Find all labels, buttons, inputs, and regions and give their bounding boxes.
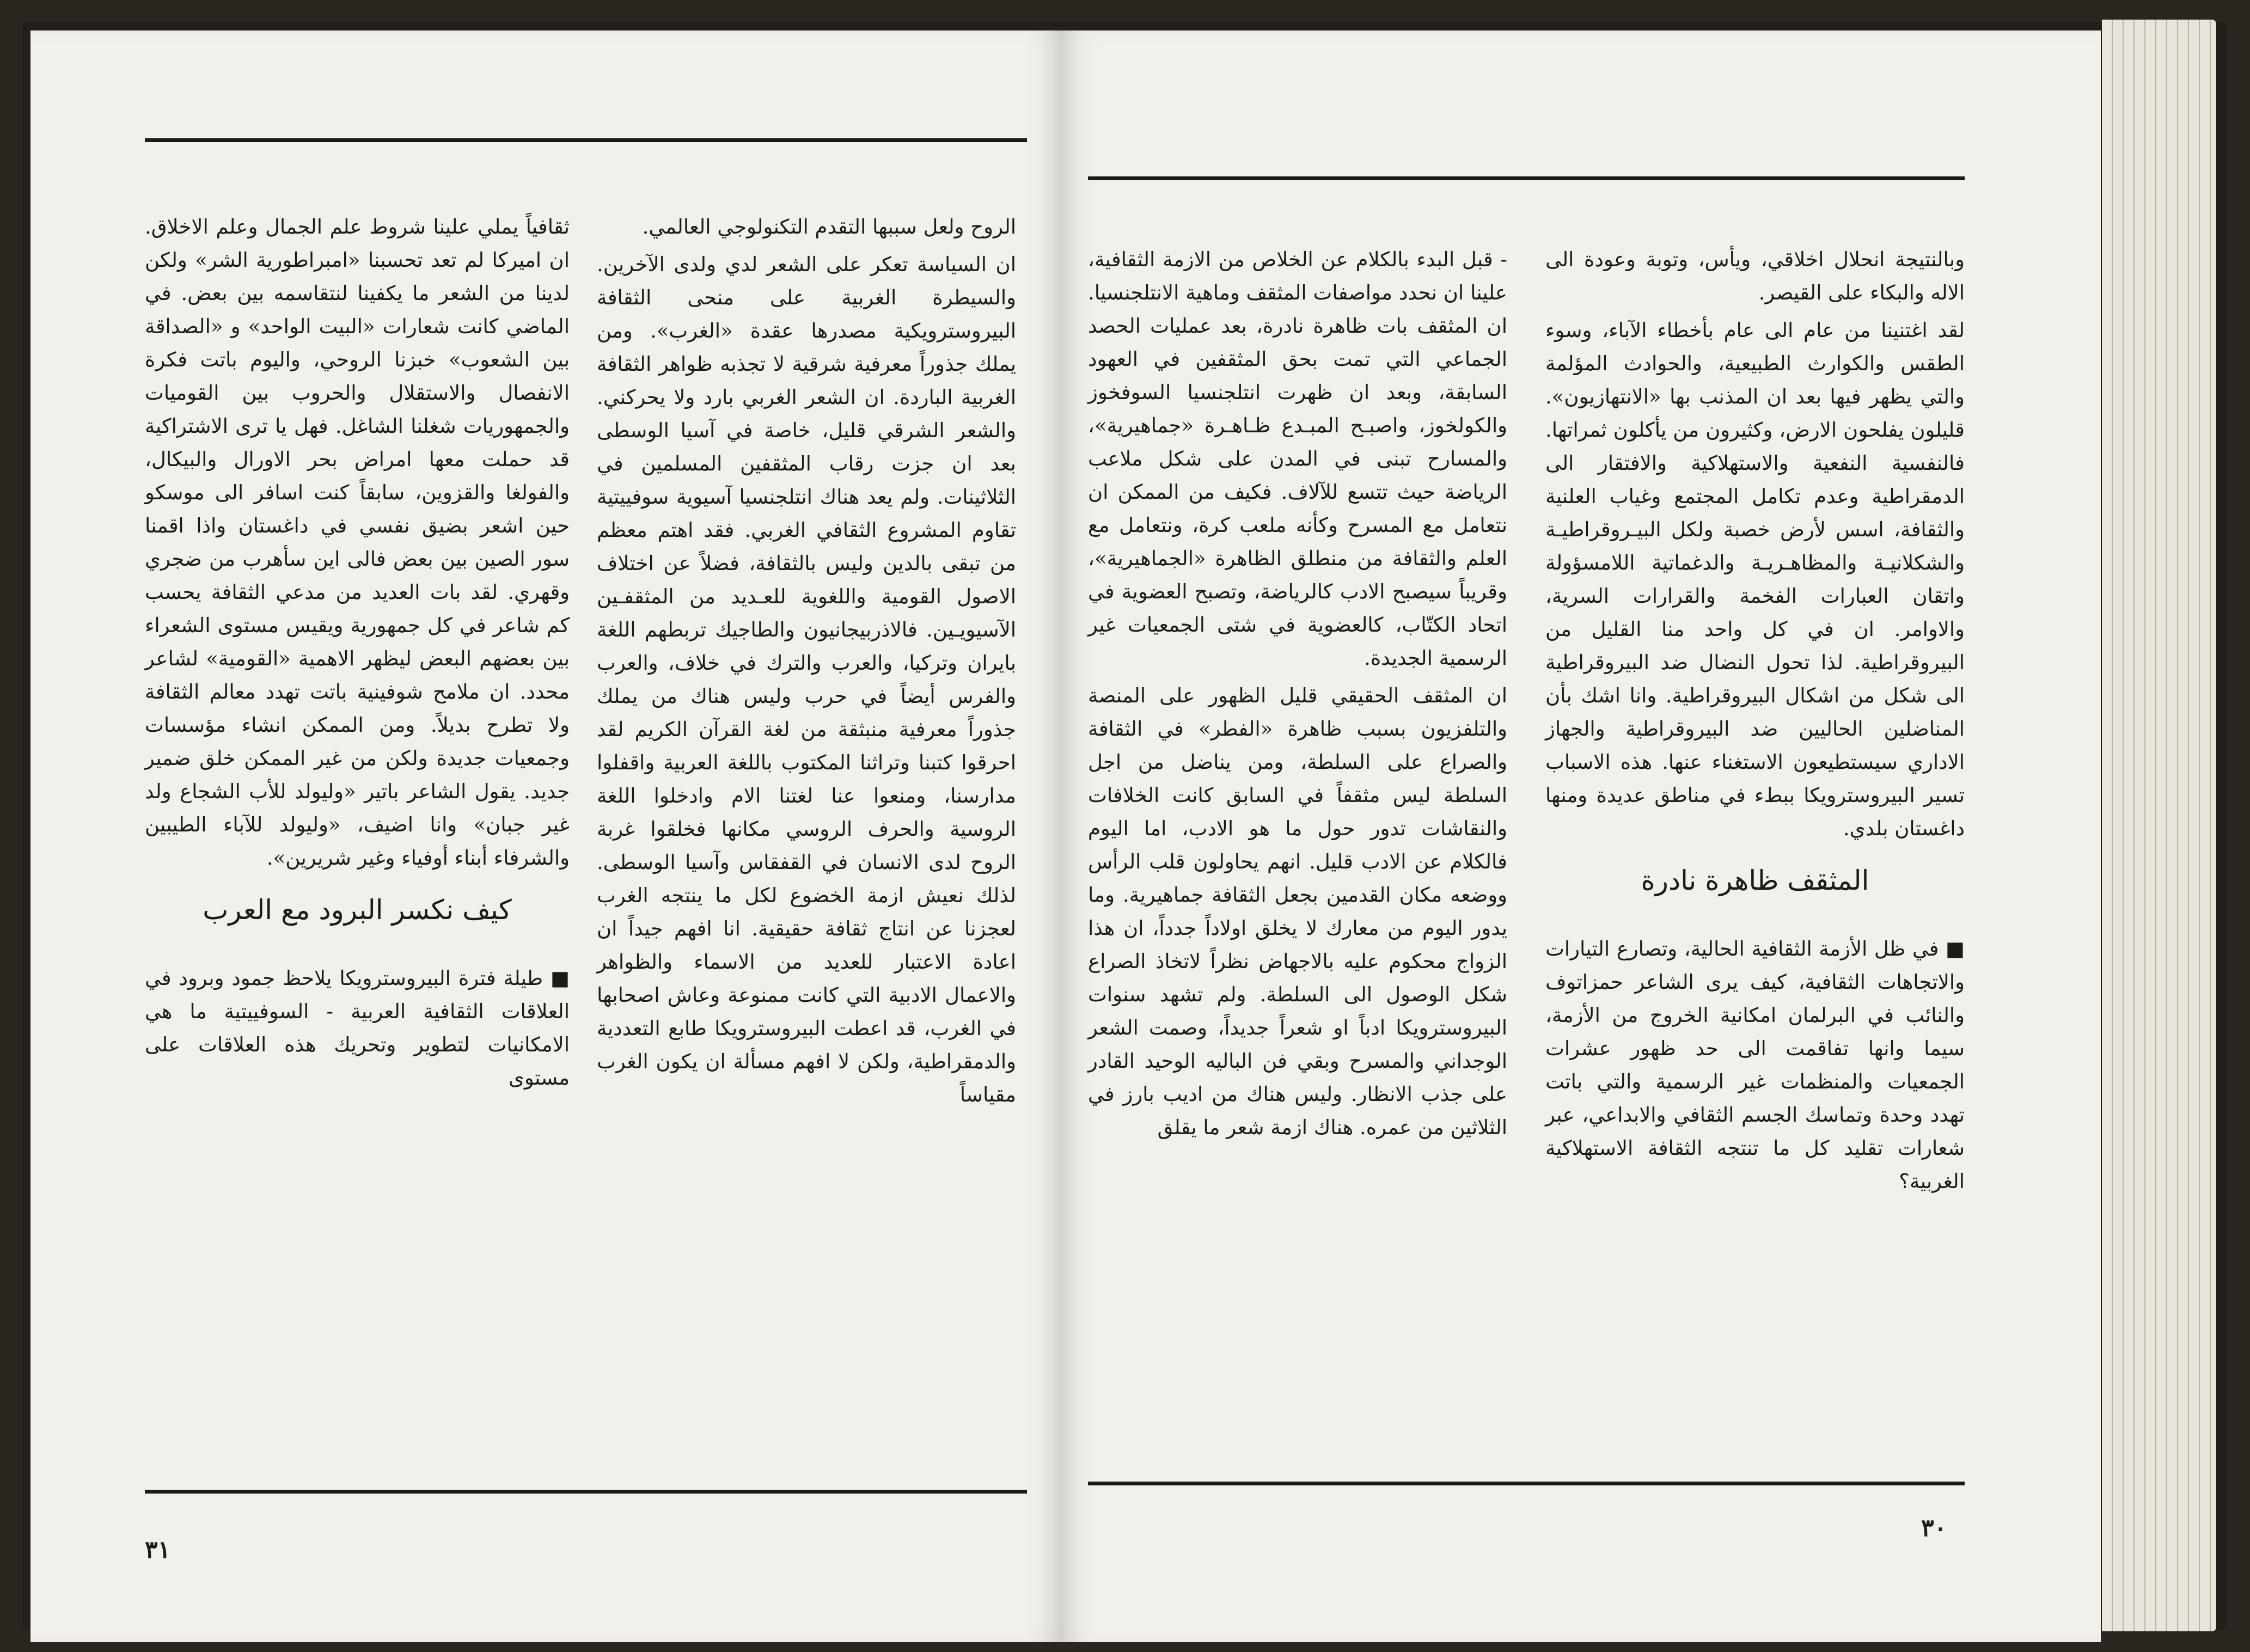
left-page-right-column (597, 210, 1016, 1116)
paragraph: ان السياسة تعكر على الشعر لدي ولدى الآخرين. والسيطرة الغربية على منحى الثقافة البيروسترويكية مصدرها عقدة «الغرب». ومن يملك جذوراً معرفية شرقية لا تجذبه ظواهر الثقافة الغربية الباردة. ان الشعر الغربي بارد ولا يحركني. والشعر الشرقي قليل، خاصة في آسيا الوسطى بعد ان جزت رقاب المثقفين المسلمين في الثلاثينات. ولم يعد هناك انتلجنسيا آسيوية سوفييتية تقاوم المشروع الثقافي الغربي. فقد اهتم معظم من تبقى بالدين وليس بالثقافة، فضلاً عن اختلاف الاصول القومية واللغوية للعـديد من المثقفـين الآسيويـين. فالاذربيجانيون والطاجيك تربطهم اللغة بايران وتركيا، والعرب والترك في خلاف، والعرب والفرس أيضاً في حرب وليس هناك من يملك جذوراً معرفية منبثقة من لغة القرآن الكريم لقد احرقوا كتبنا وتراثنا المكتوب باللغة العربية واقفلوا مدارسنا، ومنعوا عنا لغتنا الام وادخلوا اللغة الروسية والحرف الروسي مكانها فخلقوا غربة الروح لدى الانسان في القفقاس وآسيا الوسطى. لذلك نعيش ازمة الخضوع لكل ما ينتجه الغرب لعجزنا عن انتاج ثقافة حقيقية. انا افهم جيداً ان اعادة الاعتبار للعديد من الاسماء والظواهر والاعمال الادبية التي كانت ممنوعة وعاش اصحابها في الغرب، قد اعطت البيروسترويكا طابع التعددية والدمقراطية، ولكن لا افهم مسألة ان يكون الغرب مقياساً (597, 253, 1016, 1106)
right-page-right-column (1545, 243, 1965, 1202)
page-edges (2102, 20, 2216, 1631)
top-rule (145, 138, 1027, 142)
paragraph: ثقافياً يملي علينا شروط علم الجمال وعلم الاخلاق. ان اميركا لم تعد تحسبنا «امبراطورية الشر» ولكن لدينا من الشعر ما يكفينا لنتقاسمه بين بعض. في الماضي كانت شعارات «البيت الواحد» و «الصداقة بين الشعوب» خبزنا الروحي، واليوم باتت فكرة الانفصال والاستقلال والحروب بين القوميات والجمهوريات شغلنا الشاغل. فهل يا ترى الاشتراكية قد حملت معها امراض بحر الاورال والبيكال، والفولغا والقزوين، سابقاً كنت اسافر الى موسكو حين اشعر بضيق نفسي في داغستان واذا اقمنا سور الصين بين بعض فالى اين سأهرب من ضجري وقهري. لقد بات العديد من مدعي الثقافة يحسب كم شاعر في كل جمهورية ويقيس مستوى الشعراء بين بعضهم البعض ليظهر الاهمية «القومية» لشاعر محدد. ان ملامح شوفينية باتت تهدد معالم الثقافة ولا تطرح بديلاً. ومن الممكن انشاء مؤسسات وجمعيات جديدة ولكن من غير الممكن خلق ضمير جديد. يقول الشاعر باتير «وليولد للأب الشجاع ولد غير جبان» وانا اضيف، «وليولد للآباء الطيبين والشرفاء أبناء أوفياء وغير شريرين». (145, 215, 570, 870)
page-number: ٣١ (145, 1536, 171, 1564)
bottom-rule (1088, 1482, 1965, 1485)
paragraph: الروح ولعل سببها التقدم التكنولوجي العالمي. (642, 215, 1016, 238)
paragraph: - قبل البدء بالكلام عن الخلاص من الازمة الثقافية، علينا ان نحدد مواصفات المثقف وماهية الانتلجنسيا. ان المثقف بات ظاهرة نادرة، بعد عمليات الحصد الجماعي التي تمت بحق المثقفين في العهود السابقة، وبعد ان ظهرت انتلجنسيا السوفخوز والكولخوز، واصبـح المبـدع ظـاهـرة «جماهيرية»، والمسارح تبنى في المدن على شكل ملاعب الرياضة حيث تتسع للآلاف. فكيف من الممكن ان نتعامل مع المسرح وكأنه ملعب كرة، ونتعامل مع العلم والثقافة من منطلق الظاهرة «الجماهيرية»، وقريباً سيصبح الادب كالرياضة، وتصبح العضوية في اتحاد الكتّاب، كالعضوية في شتى الجمعيات غير الرسمية الجديدة. (1088, 248, 1507, 670)
section-heading: المثقف ظاهرة نادرة (1641, 865, 1869, 896)
bottom-rule (145, 1490, 1027, 1494)
page-number: ٣٠ (1921, 1514, 1947, 1542)
paragraph: ■ في ظل الأزمة الثقافية الحالية، وتصارع التيارات والاتجاهات الثقافية، كيف يرى الشاعر حمزاتوف والنائب في البرلمان امكانية الخروج من الأزمة، سيما وانها تفاقمت الى حد ظهور عشرات الجمعيات والمنظمات غير الرسمية والتي باتت تهدد وحدة وتماسك الجسم الثقافي والابداعي، عبر شعارات تقليد كل ما تنتجه الثقافة الاستهلاكية الغربية؟ (1545, 937, 1965, 1193)
right-page-left-column (1088, 243, 1507, 1148)
top-rule (1088, 176, 1965, 180)
paragraph: ■ طيلة فترة البيروسترويكا يلاحظ جمود وبرود في العلاقات الثقافية العربية - السوفييتية ما هي الامكانيات لتطوير وتحريك هذه العلاقات على مستوى (145, 966, 570, 1090)
section-heading: كيف نكسر البرود مع العرب (203, 894, 512, 926)
left-page-left-column (145, 210, 570, 1099)
right-page (1061, 30, 2101, 1642)
left-page (30, 30, 1061, 1642)
paragraph: وبالنتيجة انحلال اخلاقي، ويأس، وتوبة وعودة الى الاله والبكاء على القيصر. (1545, 248, 1965, 304)
paragraph: ان المثقف الحقيقي قليل الظهور على المنصة والتلفزيون بسبب ظاهرة «الفطر» في الثقافة والصراع على السلطة، ومن يناضل من اجل السلطة ليس مثقفاً في السابق كانت الخلافات والنقاشات تدور حول ما هو الادب، اما اليوم فالكلام عن الادب قليل. انهم يحاولون قلب الرأس ووضعه مكان القدمين بجعل الثقافة جماهيرية. وما يدور اليوم من معارك لا يخلق اولاداً جدداً، ان هذا الزواج محكوم عليه بالاجهاض نظراً لاتخاذ الصراع شكل الوصول الى السلطة. ولم تشهد سنوات البيروسترويكا ادباً او شعراً جديداً، وصمت الشعر الوجداني والمسرح وبقي فن الباليه الوحيد القادر على جذب الانظار. وليس هناك من اديب بارز في الثلاثين من عمره. هناك ازمة شعر ما يقلق (1088, 684, 1507, 1139)
paragraph: لقد اغتنينا من عام الى عام بأخطاء الآباء، وسوء الطقس والكوارث الطبيعية، والحوادث المؤلمة والتي يظهر فيها بعد ان المذنب بها «الانتهازيون». قليلون يفلحون الارض، وكثيرون من يأكلون ثمراتها. فالنفسية النفعية والاستهلاكية والافتقار الى الدمقراطية وعدم تكامل المجتمع وغياب العلنية والثقافة، اسس لأرض خصبة ولكل البيـروقراطيـة والشكلانيـة والمظاهـريـة والدغماتية اللامسؤولة واتقان العبارات الفخمة والقرارات السرية، والاوامر. ان في كل واحد منا القليل من البيروقراطية. لذا تحول النضال ضد البيروقراطية الى شكل من اشكال البيروقراطية. وانا اشك بأن المناضلين الحاليين ضد البيروقراطية والجهاز الاداري سيستطيعون الاستغناء عنها. هذه الاسباب تسير البيروسترويكا ببطء في مناطق عديدة ومنها داغستان بلدي. (1545, 319, 1965, 840)
